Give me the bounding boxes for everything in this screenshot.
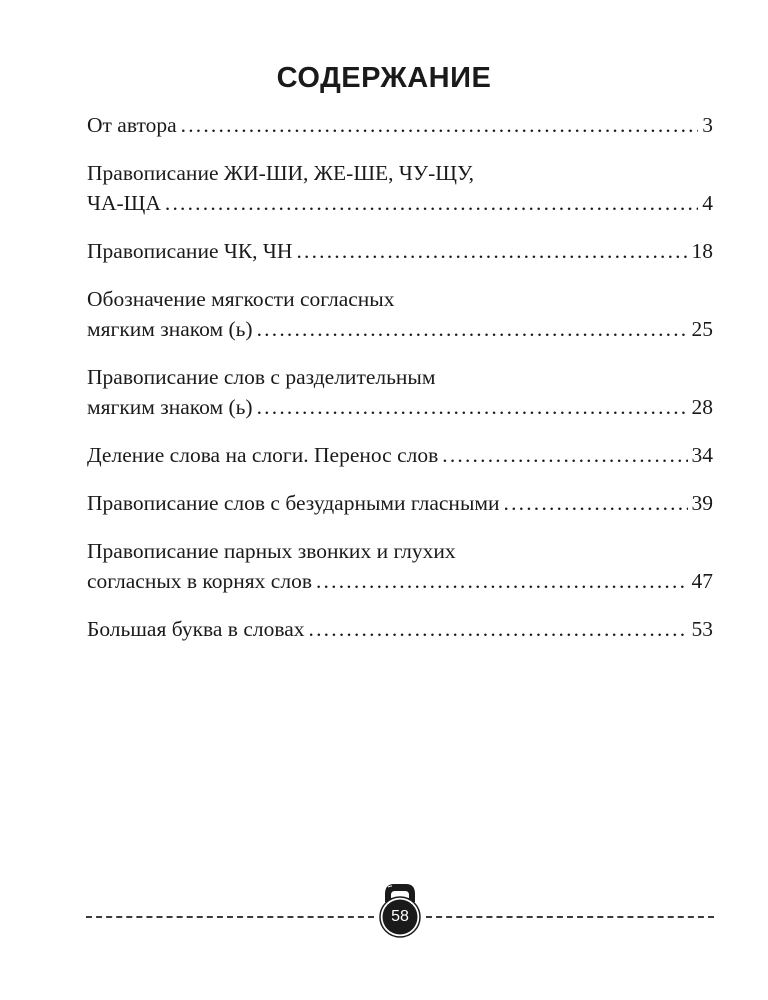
toc-page-number: 34 <box>691 443 713 467</box>
dot-leader <box>504 488 688 518</box>
toc-entry-title-line2: ЧА-ЩА <box>87 191 161 215</box>
toc-entry[interactable] <box>87 440 713 470</box>
toc-page-number: 28 <box>691 395 713 419</box>
toc-entry-title: Деление слова на слоги. Перенос слов <box>87 443 439 467</box>
toc-entry[interactable] <box>87 284 713 344</box>
dashed-divider-left <box>86 916 374 918</box>
page-number: 58 <box>391 908 409 925</box>
toc-entry-title: От автора <box>87 113 177 137</box>
page-footer <box>86 880 714 940</box>
toc-entry-title-line1: Правописание слов с разделительным <box>87 365 436 389</box>
toc-entry-title-line1: Правописание ЖИ-ШИ, ЖЕ-ШЕ, ЧУ-ЩУ, <box>87 161 475 185</box>
dot-leader <box>257 392 688 422</box>
dot-leader <box>257 314 688 344</box>
toc-page-number: 39 <box>691 491 713 515</box>
dashed-divider-right <box>426 916 714 918</box>
toc-entry[interactable] <box>87 236 713 266</box>
toc-entry-title: Правописание слов с безударными гласными <box>87 491 500 515</box>
toc-entry-title: Правописание ЧК, ЧН <box>87 239 293 263</box>
toc-entry[interactable] <box>87 488 713 518</box>
dot-leader <box>165 188 698 218</box>
toc-entry-title-line2: мягким знаком (ь) <box>87 395 253 419</box>
toc-entry[interactable] <box>87 110 713 140</box>
dot-leader <box>316 566 688 596</box>
toc-page-number: 25 <box>691 317 713 341</box>
dot-leader <box>309 614 688 644</box>
dot-leader <box>442 440 687 470</box>
table-of-contents <box>87 110 713 662</box>
toc-page-number: 53 <box>691 617 713 641</box>
toc-entry[interactable] <box>87 536 713 596</box>
toc-page-number: 47 <box>691 569 713 593</box>
toc-entry-title-line1: Обозначение мягкости согласных <box>87 287 395 311</box>
toc-entry-title: Большая буква в словах <box>87 617 305 641</box>
page-title: СОДЕРЖАНИЕ <box>276 62 492 94</box>
toc-entry[interactable] <box>87 362 713 422</box>
toc-entry[interactable] <box>87 158 713 218</box>
toc-entry-title-line2: мягким знаком (ь) <box>87 317 253 341</box>
dot-leader <box>181 110 699 140</box>
toc-page-number: 4 <box>702 191 713 215</box>
toc-entry-title-line1: Правописание парных звонких и глухих <box>87 539 456 563</box>
toc-page-number: 18 <box>691 239 713 263</box>
toc-page-number: 3 <box>702 113 713 137</box>
toc-entry[interactable] <box>87 614 713 644</box>
dot-leader <box>296 236 687 266</box>
toc-entry-title-line2: согласных в корнях слов <box>87 569 312 593</box>
